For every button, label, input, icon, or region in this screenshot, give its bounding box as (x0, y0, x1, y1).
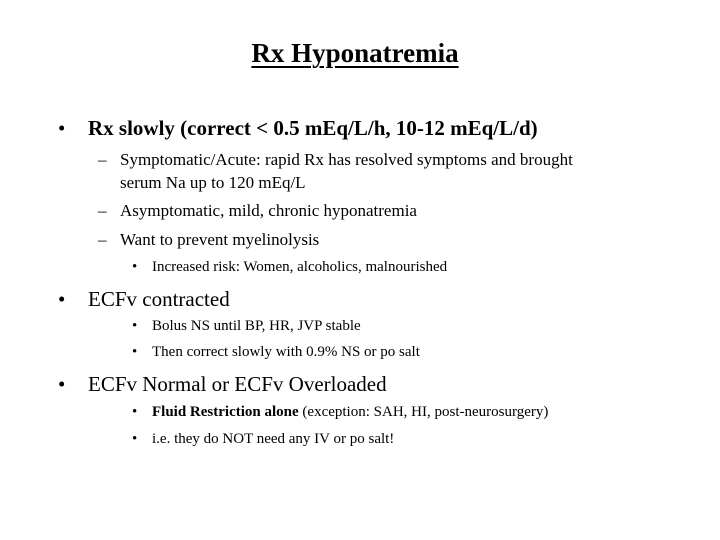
dash-icon: – (98, 230, 107, 249)
sub-item-text: serum Na up to 120 mEq/L (120, 173, 306, 192)
dash-icon: – (98, 150, 107, 169)
sub-item-text: Want to prevent myelinolysis (120, 230, 320, 249)
bullet-icon: • (58, 372, 66, 396)
bullet-icon: • (132, 259, 138, 275)
bullet-icon: • (132, 344, 138, 360)
sub-sub-item-text (152, 404, 548, 421)
bullet-icon: • (132, 318, 138, 334)
sub-sub-item-text: Then correct slowly with 0.9% NS or po salt (152, 344, 420, 360)
sub-sub-item-text: Increased risk: Women, alcoholics, malnourished (152, 259, 448, 275)
bullet-text: Rx slowly (correct < 0.5 mEq/L/h, 10-12 mEq/L/d) (88, 116, 538, 140)
sub-item-text: Symptomatic/Acute: rapid Rx has resolved symptoms and brought (120, 150, 573, 169)
bullet-icon: • (132, 404, 138, 420)
sub-sub-item-text: Bolus NS until BP, HR, JVP stable (152, 318, 361, 334)
bullet-icon: • (58, 287, 66, 311)
dash-icon: – (98, 201, 107, 220)
slide-title: Rx Hyponatremia (251, 38, 459, 68)
fluid-restriction-emphasis: Fluid Restriction alone (152, 404, 299, 420)
bullet-text: ECFv Normal or ECFv Overloaded (88, 372, 387, 396)
bullet-icon: • (58, 116, 66, 140)
fluid-restriction-note: (exception: SAH, HI, post-neurosurgery) (298, 404, 549, 420)
sub-item-text: Asymptomatic, mild, chronic hyponatremia (120, 201, 417, 220)
sub-sub-item-text: i.e. they do NOT need any IV or po salt! (152, 431, 395, 447)
bullet-icon: • (132, 431, 138, 447)
bullet-text: ECFv contracted (88, 287, 230, 311)
